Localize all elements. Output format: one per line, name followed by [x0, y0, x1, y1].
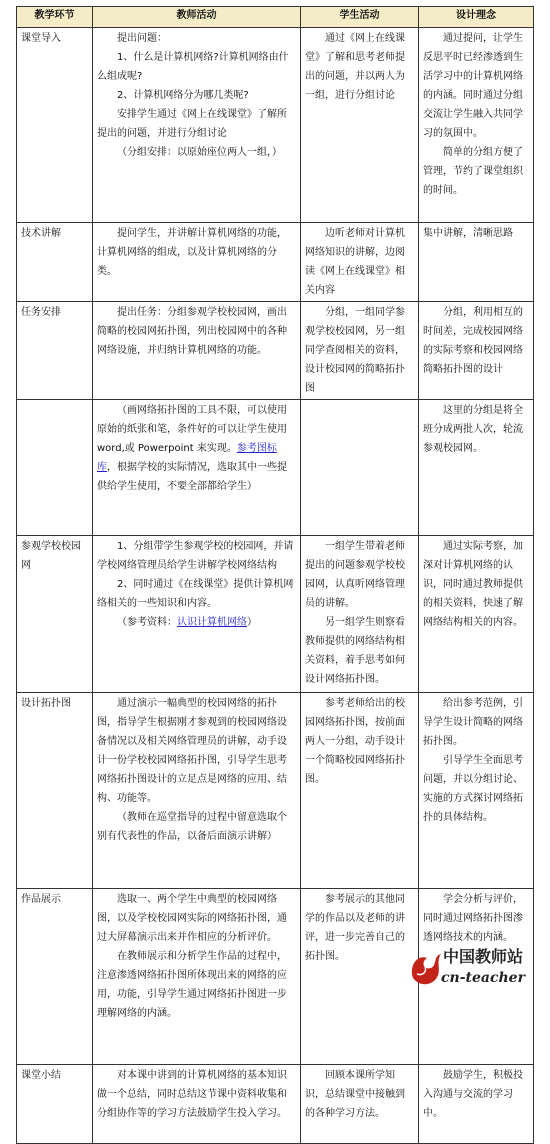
paragraph [423, 1066, 529, 1123]
paragraph-text: 学会分析与评价，同时通过网络拓扑图渗透网络技术的内涵。 [423, 894, 523, 943]
paragraph-text: （画网络拓扑图的工具不限，可以使用原始的纸张和笔，条件好的可以让学生使用 word,或 Powerpoint 来实现。 [97, 405, 287, 454]
student-activity-cell [301, 400, 419, 536]
header-design-rationale: 设计理念 [419, 7, 534, 28]
design-activity-cell [419, 28, 534, 223]
table-row [17, 693, 534, 889]
teacher-activity-cell [93, 302, 301, 400]
paragraph [305, 694, 414, 789]
table-row [17, 223, 534, 302]
paragraph-text: 这里的分组是将全班分成两批人次，轮流参观校园网。 [423, 405, 523, 454]
design-activity-cell [419, 223, 534, 302]
stage-cell: 技术讲解 [17, 223, 93, 302]
teacher-activity-cell [93, 889, 301, 1065]
paragraph-text: 鼓励学生，积极投入沟通与交流的学习中。 [423, 1070, 523, 1119]
student-activity-cell [301, 693, 419, 889]
paragraph [305, 1066, 414, 1123]
teacher-activity-cell [93, 1065, 301, 1144]
paragraph [305, 537, 414, 613]
student-activity-cell [301, 28, 419, 223]
stage-cell: 参观学校校园网 [17, 536, 93, 693]
paragraph-text: 简单的分组方便了管理，节约了课堂组织的时间。 [423, 147, 523, 196]
paragraph-text: 对本课中讲到的计算机网络的基本知识做一个总结，同时总结这节课中资料收集和分组协作等的学习方法鼓励学生投入学习。 [97, 1070, 287, 1119]
paragraph-text: 另一组学生则察看教师提供的网络结构相关资料，着手思考如何设计网络拓扑图。 [305, 617, 405, 685]
paragraph [97, 947, 296, 1023]
teacher-activity-cell [93, 536, 301, 693]
paragraph-text: 分组，一组同学参观学校校园网，另一组同学查阅相关的资料，设计校园网的简略拓扑图 [305, 307, 405, 394]
table-row [17, 400, 534, 536]
paragraph [97, 303, 296, 360]
paragraph-text: 安排学生通过《网上在线课堂》了解所提出的问题，并进行分组讨论 [97, 109, 287, 139]
student-activity-cell [301, 223, 419, 302]
paragraph-text: 集中讲解，清晰思路 [423, 228, 513, 239]
paragraph-text: 回顾本课所学知识，总结课堂中接触到的各种学习方法。 [305, 1070, 405, 1119]
paragraph-text: 提出任务：分组参观学校校园网，画出简略的校园网拓扑图，列出校园网中的各种网络设施，并归纳计算机网络的功能。 [97, 307, 287, 356]
teacher-activity-cell [93, 693, 301, 889]
table-row [17, 536, 534, 693]
paragraph-text: 1、什么是计算机网络?计算机网络由什么组成呢? [97, 52, 289, 82]
paragraph [423, 224, 529, 243]
student-activity-cell [301, 302, 419, 400]
design-activity-cell [419, 1065, 534, 1144]
paragraph-text: （分组安排：以原始座位两人一组，） [117, 147, 282, 158]
paragraph-text: 提出问题： [117, 33, 167, 44]
paragraph-text: 1、分组带学生参观学校的校园网，并请学校网络管理员给学生讲解学校网络结构 [97, 541, 294, 571]
paragraph [97, 1066, 296, 1123]
teacher-activity-cell [93, 400, 301, 536]
paragraph [423, 143, 529, 200]
paragraph-text: 提问学生，并讲解计算机网络的功能，计算机网络的组成，以及计算机网络的分类。 [97, 228, 287, 277]
paragraph [97, 613, 296, 632]
paragraph [97, 224, 296, 281]
paragraph-text: 分组，利用相互的时间差，完成校园网络的实际考察和校园网络简略拓扑图的设计 [423, 307, 523, 375]
paragraph-text: 通过演示一幅典型的校园网络的拓扑图，指导学生根据刚才参观到的校园网络设备情况以及相关网络管理员的讲解，动手设计一份学校校园网络拓扑图，引导学生思考网络拓扑图设计的立足点是网络的应用、结构、功能等。 [97, 698, 287, 804]
paragraph [97, 143, 296, 162]
paragraph [423, 751, 529, 827]
paragraph-text: ，根据学校的实际情况，选取其中一些提供给学生使用，不要全部都给学生） [97, 462, 287, 492]
paragraph-text: 边听老师对计算机网络知识的讲解，边阅读《网上在线课堂》相关内容 [305, 228, 405, 296]
student-activity-cell [301, 889, 419, 1065]
paragraph [97, 575, 296, 613]
logo-subtitle: cn-teacher [441, 970, 525, 986]
design-activity-cell [419, 302, 534, 400]
header-student-activity: 学生活动 [301, 7, 419, 28]
paragraph [423, 303, 529, 379]
paragraph [423, 401, 529, 458]
paragraph-text: 通过《网上在线课堂》了解和思考老师提出的问题，并以两人为一组，进行分组讨论 [305, 33, 405, 101]
paragraph-text: 一组学生带着老师提出的问题参观学校校园网，认真听网络管理员的讲解。 [305, 541, 405, 609]
design-activity-cell [419, 400, 534, 536]
reference-link[interactable]: 认识计算机网络 [177, 617, 247, 628]
paragraph [423, 694, 529, 751]
paragraph [97, 86, 296, 105]
stage-cell [17, 400, 93, 536]
logo-title: 中国教师站 [443, 947, 524, 966]
paragraph [305, 224, 414, 300]
paragraph [97, 401, 296, 496]
paragraph [305, 303, 414, 398]
header-stage: 教学环节 [17, 7, 93, 28]
paragraph-text: ） [247, 617, 257, 628]
stage-cell: 设计拓扑图 [17, 693, 93, 889]
paragraph [97, 890, 296, 947]
paragraph-text: 选取一、两个学生中典型的校园网络图，以及学校校园网实际的网络拓扑图，通过大屏幕演示出来并作相应的分析评价。 [97, 894, 287, 943]
paragraph-text: （参考资料： [117, 617, 177, 628]
paragraph-text: 2、计算机网络分为哪几类呢? [117, 90, 249, 101]
paragraph [305, 29, 414, 105]
paragraph-text: 在教师展示和分析学生作品的过程中，注意渗透网络拓扑图所体现出来的网络的应用，功能，引导学生通过网络拓扑图进一步理解网络的内涵。 [97, 951, 287, 1019]
paragraph-text: 2、同时通过《在线课堂》提供计算机网络相关的一些知识和内容。 [97, 579, 294, 609]
paragraph [97, 29, 296, 48]
paragraph-text: 通过实际考察，加深对计算机网络的认识，同时通过教师提供的相关资料，快速了解网络结构相关的内容。 [423, 541, 523, 628]
paragraph [97, 48, 296, 86]
teacher-activity-cell [93, 223, 301, 302]
header-teacher-activity: 教师活动 [93, 7, 301, 28]
stage-cell: 课堂导入 [17, 28, 93, 223]
table-row [17, 1065, 534, 1144]
paragraph [423, 29, 529, 143]
stage-cell: 作品展示 [17, 889, 93, 1065]
stage-cell: 课堂小结 [17, 1065, 93, 1144]
table-header-row [17, 7, 534, 28]
paragraph [423, 537, 529, 632]
paragraph-text: 引导学生全面思考问题，并以分组讨论、实施的方式探讨网络拓扑的具体结构。 [423, 755, 523, 823]
table-row [17, 28, 534, 223]
dragon-emblem-icon [412, 954, 441, 984]
paragraph-text: 给出参考范例，引导学生设计简略的网络拓扑图。 [423, 698, 523, 747]
student-activity-cell [301, 1065, 419, 1144]
paragraph [97, 808, 296, 846]
student-activity-cell [301, 536, 419, 693]
teacher-activity-cell [93, 28, 301, 223]
design-activity-cell [419, 536, 534, 693]
paragraph [97, 537, 296, 575]
paragraph-text: 参考老师给出的校园网络拓扑图，按前面两人一分组，动手设计一个简略校园网络拓扑图。 [305, 698, 405, 785]
paragraph-text: 通过提问，让学生反思平时已经渗透到生活学习中的计算机网络的内涵。同时通过分组交流让学生融入共同学习的氛围中。 [423, 33, 523, 139]
cn-teacher-logo [407, 932, 527, 992]
paragraph [97, 694, 296, 808]
reference-link[interactable]: 参考图标库 [97, 443, 277, 473]
stage-cell: 任务安排 [17, 302, 93, 400]
table-row [17, 302, 534, 400]
paragraph-text: （教师在巡堂指导的过程中留意选取个别有代表性的作品，以备后面演示讲解） [97, 812, 287, 842]
design-activity-cell [419, 693, 534, 889]
paragraph [305, 890, 414, 966]
paragraph-text: 参考展示的其他同学的作品以及老师的讲评，进一步完善自己的拓扑图。 [305, 894, 405, 962]
paragraph [97, 105, 296, 143]
paragraph [305, 613, 414, 689]
